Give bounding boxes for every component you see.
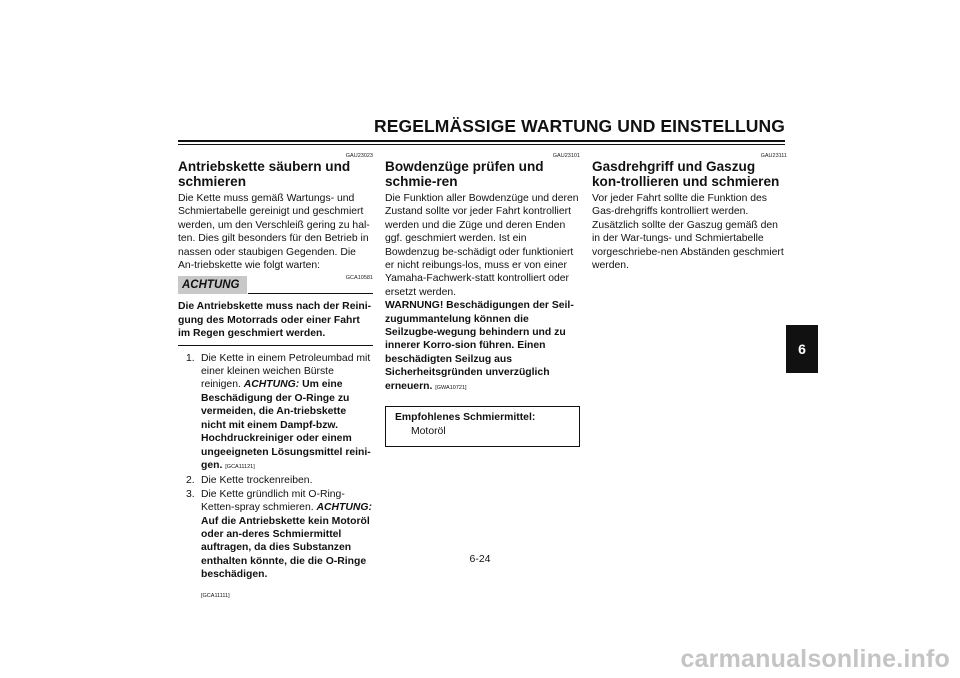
- column-chain: [178, 152, 373, 603]
- cables-warning-text: WARNUNG! Beschädigungen der Seil-zugummantelung können die Seilzugbe-wegung behindern und zu innerer Korro-sion führen. Einen beschädigten Seilzug aus Sicherheitsgründen unverzüglich erneuern.: [385, 300, 574, 392]
- step-warning-code: [GCA11121]: [225, 463, 255, 470]
- achtung-text: Die Antriebskette muss nach der Reini-gung des Motorrads oder einer Fahrt im Regen geschmiert werden.: [178, 301, 372, 340]
- throttle-intro: Vor jeder Fahrt sollte die Funktion des Gas-drehgriffs kontrolliert werden. Zusätzlich sollte der Gaszug gemäß den in der War-tungs- und Schmiertabelle vorgeschriebe-nen Abständen geschmiert werden.: [592, 193, 784, 272]
- achtung-bottom-rule: [178, 345, 373, 346]
- step-warning-text: Um eine Beschädigung der O-Ringe zu vermeiden, die An-triebskette nicht mit einem Dampf-bzw. Hochdruckreiniger oder einem ungeeigneten Lösungsmittel reini-gen.: [201, 379, 371, 471]
- section-code: GAU23023: [345, 153, 373, 159]
- lubricant-box: [385, 406, 580, 447]
- title-rule: [178, 140, 785, 142]
- section-heading-chain: Antriebskette säubern und schmieren: [178, 159, 351, 189]
- step-number: 1.: [186, 352, 195, 364]
- step-number: 2.: [186, 475, 195, 487]
- list-item: [178, 488, 373, 582]
- cables-warning-code: [GWA10721]: [435, 384, 467, 391]
- section-heading-cables: Bowdenzüge prüfen und schmie-ren: [385, 159, 544, 189]
- chain-intro: Die Kette muss gemäß Wartungs- und Schmiertabelle gereinigt und geschmiert werden, um den Verschleiß gering zu hal-ten. Dies gilt besonders für den Betrieb in nassen oder staubigen Gegenden. Die An-triebskette wie folgt warten:: [178, 193, 370, 272]
- watermark: carmanualsonline.info: [680, 645, 950, 673]
- cables-intro: Die Funktion aller Bowdenzüge und deren Zustand sollte vor jeder Fahrt kontrolliert werden und die Züge und deren Enden ggf. geschmiert werden. Ist ein Bowdenzug be-schädigt oder funktioniert er nicht reibungs-los, muss er von einer Yamaha-Fachwerk-statt kontrolliert oder ersetzt werden.: [385, 193, 579, 298]
- step-warning-text: Auf die Antriebskette kein Motoröl oder an-deres Schmiermittel auftragen, da dies Substanzen enthalten könnte, die die O-Ringe beschädigen.: [201, 515, 370, 581]
- chapter-tab: 6: [786, 325, 818, 373]
- chain-steps: [178, 352, 373, 582]
- lubricant-title: Empfohlenes Schmiermittel:: [395, 412, 536, 424]
- section-code: GAU23101: [552, 153, 580, 159]
- list-item: [178, 352, 373, 475]
- section-heading-throttle: Gasdrehgriff und Gaszug kon-trollieren und schmieren: [592, 159, 780, 189]
- step-warning-label: ACHTUNG:: [243, 379, 300, 391]
- page-number: 6-24: [469, 553, 491, 565]
- section-code: GAU23111: [760, 153, 787, 159]
- achtung-code: GCA10581: [345, 275, 373, 282]
- achtung-block: [178, 276, 373, 298]
- lubricant-value: Motoröl: [411, 425, 446, 437]
- achtung-label: ACHTUNG: [178, 276, 247, 294]
- list-item: [178, 474, 373, 487]
- step-text: Die Kette trockenreiben.: [201, 475, 313, 487]
- step-text: Die Kette in einem Petroleumbad mit einer kleinen weichen Bürste reinigen.: [201, 352, 371, 391]
- page-title: REGELMÄSSIGE WARTUNG UND EINSTELLUNG: [374, 116, 785, 136]
- column-cables: [385, 152, 580, 447]
- end-code: [GCA11111]: [201, 592, 230, 599]
- cables-warning: [385, 299, 580, 395]
- title-rule-thin: [178, 144, 785, 145]
- step-warning-label: ACHTUNG:: [316, 502, 372, 514]
- achtung-divider: [248, 293, 373, 294]
- column-throttle: [592, 152, 787, 272]
- step-number: 3.: [186, 488, 195, 500]
- step-text: Die Kette gründlich mit O-Ring-Ketten-spray schmieren.: [201, 488, 345, 514]
